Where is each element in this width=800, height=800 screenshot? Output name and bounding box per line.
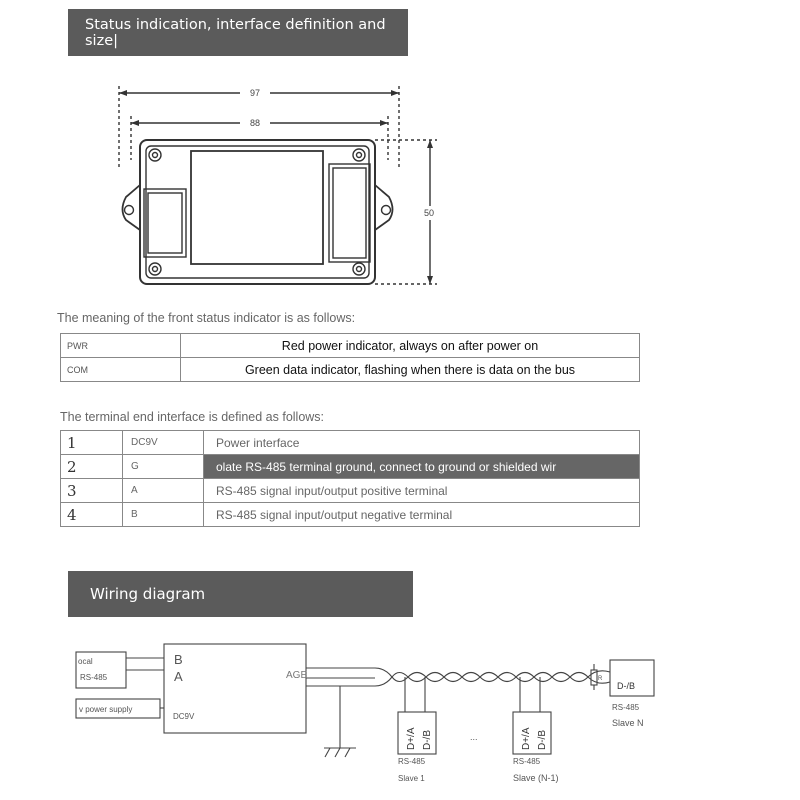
device-dimension-drawing	[0, 0, 800, 300]
slave-n1-pin-a: D+/A	[521, 727, 532, 750]
dim-50-label: 50	[424, 208, 435, 218]
terminal-num: 4	[61, 503, 123, 527]
table-row	[61, 431, 640, 455]
slave-n1-type: RS-485	[513, 757, 541, 766]
terminal-table	[60, 430, 640, 527]
section-title-status: Status indication, interface definition and size|	[68, 9, 408, 56]
slave-1-name: Slave 1	[398, 774, 425, 783]
slave-n1-pin-b: D-/B	[537, 730, 548, 750]
slave-n-type: RS-485	[612, 703, 640, 712]
slave-1-type: RS-485	[398, 757, 426, 766]
module-pin-a: A	[174, 669, 183, 684]
terminal-caption: The terminal end interface is defined as follows:	[60, 410, 325, 424]
terminal-code: A	[123, 479, 204, 503]
slave-1-pin-b: D-/B	[422, 730, 433, 750]
table-row	[61, 455, 640, 479]
indicator-desc: Red power indicator, always on after power on	[181, 334, 640, 358]
terminal-num: 2	[61, 455, 123, 479]
terminal-code: DC9V	[123, 431, 204, 455]
table-row	[61, 358, 640, 382]
dim-88-label: 88	[249, 118, 261, 128]
terminal-num: 1	[61, 431, 123, 455]
terminal-desc: RS-485 signal input/output positive terminal	[204, 479, 640, 503]
table-row	[61, 479, 640, 503]
wiring-diagram	[0, 630, 800, 800]
table-row	[61, 334, 640, 358]
module-dc-label: DC9V	[173, 712, 195, 721]
indicator-name: PWR	[61, 334, 181, 358]
slave-n-name: Slave N	[612, 718, 644, 728]
terminal-code: G	[123, 455, 204, 479]
module-pin-b: B	[174, 652, 183, 667]
slave-1-pin-a: D+/A	[406, 727, 417, 750]
terminal-desc: RS-485 signal input/output negative terminal	[204, 503, 640, 527]
power-supply-label: v power supply	[79, 705, 133, 714]
terminal-num: 3	[61, 479, 123, 503]
terminal-code: B	[123, 503, 204, 527]
terminal-desc: olate RS-485 terminal ground, connect to ground or shielded wir	[204, 455, 640, 479]
slave-n1-name: Slave (N-1)	[513, 773, 559, 783]
resistor-label: R	[598, 676, 603, 682]
indicator-desc: Green data indicator, flashing when there is data on the bus	[181, 358, 640, 382]
indicator-name: COM	[61, 358, 181, 382]
terminal-desc: Power interface	[204, 431, 640, 455]
dim-97-label: 97	[249, 88, 261, 98]
slave-n-pin: D-/B	[617, 681, 635, 691]
module-pin-gnd: AGE	[286, 670, 308, 681]
local-label: ocal	[78, 657, 93, 666]
indicator-table	[60, 333, 640, 382]
local-rs485-label: RS-485	[80, 673, 108, 682]
indicator-caption: The meaning of the front status indicator is as follows:	[57, 311, 356, 325]
ellipsis-label: ...	[470, 732, 478, 742]
table-row	[61, 503, 640, 527]
section-title-wiring: Wiring diagram	[68, 571, 413, 617]
